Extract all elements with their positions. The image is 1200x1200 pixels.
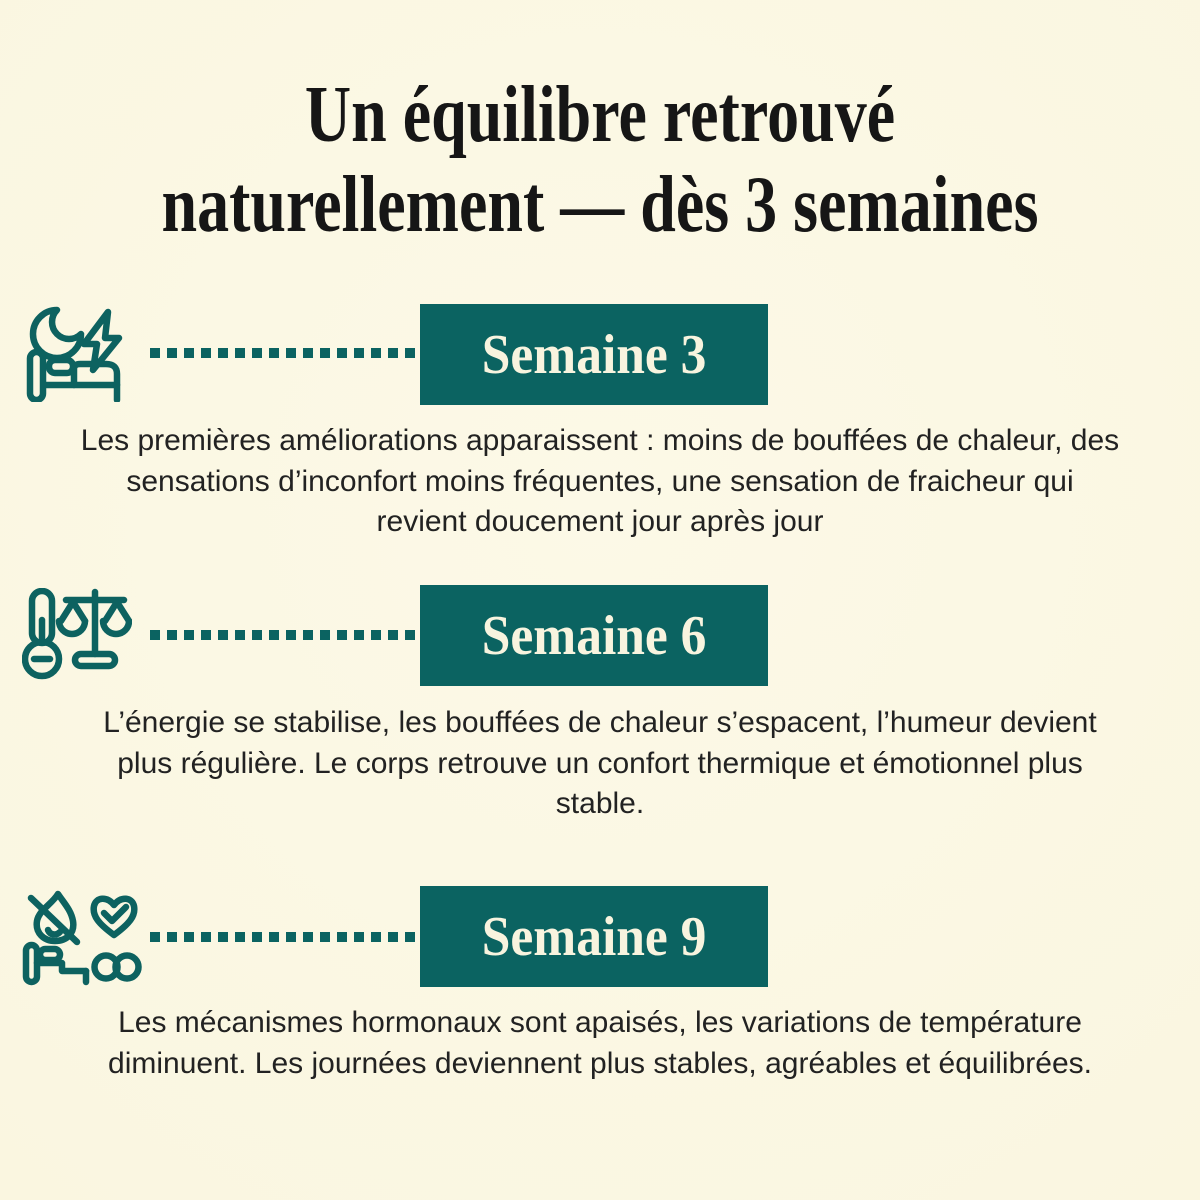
thermometer-icon (25, 591, 59, 676)
heart-check-icon (94, 899, 135, 935)
week-9-label: Semaine 9 (481, 905, 707, 968)
week-3-description: Les premières améliorations apparaissent : moins de bouffées de chaleur, des sensations d’inconfort moins fréquentes, une sensation de fraicheur qui revient doucement jour après jour (80, 424, 1120, 538)
temperature-balance-icon-group (22, 588, 132, 680)
infinity-icon (95, 956, 139, 979)
dotted-connector (150, 348, 420, 358)
week-6-label: Semaine 6 (481, 604, 707, 667)
no-hot-flash-icon (31, 894, 77, 942)
dotted-connector (150, 630, 420, 640)
page-title (120, 70, 1080, 250)
dotted-connector (150, 932, 420, 942)
bed-icon (26, 945, 86, 982)
page-title-line2: naturellement — dès 3 semaines (161, 161, 1039, 249)
week-9-description: Les mécanismes hormonaux sont apaisés, les variations de température diminuent. Les journées deviennent plus stables, agréables et équilibrées. (108, 1006, 1092, 1080)
week-3-banner (420, 304, 768, 405)
week-6-banner (420, 585, 768, 686)
week-6-description: L’énergie se stabilise, les bouffées de chaleur s’espacent, l’humeur devient plus régulière. Le corps retrouve un confort thermique et émotionnel plus stable. (103, 706, 1097, 820)
balance-scale-icon (59, 592, 129, 666)
page-title-line1: Un équilibre retrouvé (304, 71, 896, 159)
week-3-label: Semaine 3 (481, 323, 707, 386)
sleep-disruption-icon-group (24, 302, 124, 402)
wellbeing-icon-group (22, 890, 142, 986)
week-9-banner (420, 886, 768, 987)
